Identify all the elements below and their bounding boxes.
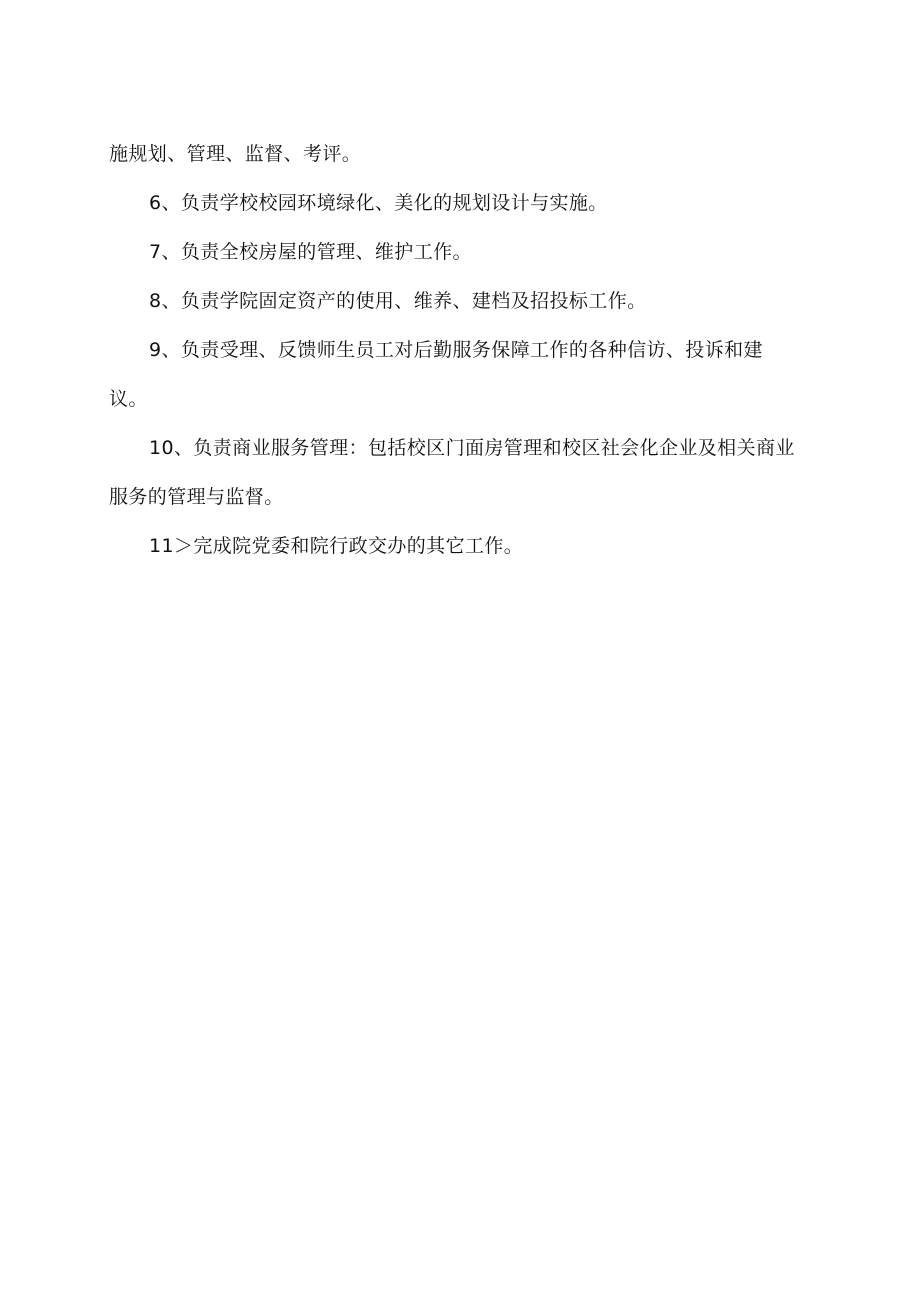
paragraph-item-10: 10、负责商业服务管理：包括校区门面房管理和校区社会化企业及相关商业服务的管理与监督。	[109, 437, 795, 508]
paragraph-item-11: 11＞完成院党委和院行政交办的其它工作。	[149, 535, 524, 557]
paragraph-item-9: 9、负责受理、反馈师生员工对后勤服务保障工作的各种信访、投诉和建议。	[109, 339, 763, 410]
paragraph-continuation: 施规划、管理、监督、考评。	[109, 143, 362, 165]
paragraph-item-7: 7、负责全校房屋的管理、维护工作。	[149, 241, 472, 263]
document-body	[109, 130, 799, 571]
paragraph-item-8: 8、负责学院固定资产的使用、维养、建档及招投标工作。	[149, 290, 647, 312]
paragraph-item-6: 6、负责学校校园环境绿化、美化的规划设计与实施。	[149, 192, 608, 214]
